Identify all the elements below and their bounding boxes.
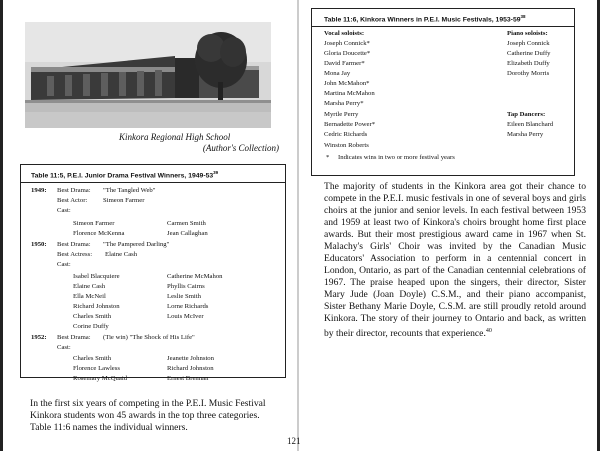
label-best-drama-1949: Best Drama: [57, 187, 91, 194]
label-cast-1952: Cast: [57, 344, 71, 351]
cast-member: Carmen Smith [167, 220, 206, 227]
value-best-drama-1949: "The Tangled Web" [103, 187, 156, 194]
value-best-drama-1952: (Tie win) "The Shock of His Life" [103, 334, 195, 341]
tap-dancer: Eileen Blanchard [507, 121, 554, 128]
vocal-soloist: Cedric Richards [324, 131, 368, 138]
vocal-soloist: Mona Jay [324, 70, 351, 77]
table-11-6-note: 38 [520, 14, 526, 19]
vocal-soloist: Gloria Doucette* [324, 50, 371, 57]
cast-member: Charles Smith [73, 355, 112, 362]
tap-dancer: Marsha Perry [507, 131, 544, 138]
cast-member: Corine Duffy [73, 323, 109, 330]
cast-member: Richard Johnston [73, 303, 120, 310]
year-1952: 1952: [31, 334, 47, 341]
value-best-actor-1949: Simeon Farmer [103, 197, 145, 204]
table-11-5-title: Table 11:5, P.E.I. Junior Drama Festival Winners, $1949-53^{39}$ [31, 170, 219, 180]
label-best-drama-1950: Best Drama: [57, 241, 91, 248]
piano-soloists-header: Piano soloists: [507, 30, 548, 37]
caption-credit: (Author's Collection) [202, 143, 279, 153]
cast-member: Lorne Richards [167, 303, 209, 310]
cast-member: Jean Callaghan [167, 230, 208, 237]
vocal-soloist: John McMahon* [324, 80, 370, 87]
table-11-6 [311, 8, 575, 176]
left-body-paragraph: In the first six years of competing in the P.E.I. Music Festival Kinkora students won 45 awards in the top three categories. Table 11:6 names the individual winners. [30, 398, 266, 433]
cast-member: Simeon Farmer [73, 220, 115, 227]
cast-member: Florence McKenna [73, 230, 125, 237]
book-gutter [297, 0, 299, 451]
piano-soloist: Joseph Connick [507, 40, 550, 47]
piano-soloist: Catherine Duffy [507, 50, 551, 57]
table-11-5 [20, 164, 286, 382]
caption-title: Kinkora Regional High School [119, 132, 231, 142]
vocal-soloist: Winston Roberts [324, 142, 369, 149]
piano-soloist: Dorothy Morris [507, 70, 550, 77]
value-best-drama-1950: "The Pampered Darling" [103, 241, 170, 248]
table-11-6-title: Table 11:6, Kinkora Winners in P.E.I. Music Festivals, $1953-59^{38}$ [324, 14, 526, 24]
vocal-soloist: David Farmer* [324, 60, 365, 67]
year-1949: 1949: [31, 187, 47, 194]
cast-member: Catherine McMahon [167, 273, 223, 280]
cast-member: Ernest Brennan [167, 375, 209, 382]
label-best-drama-1952: Best Drama: [57, 334, 91, 341]
photo-caption [25, 132, 281, 154]
cast-member: Elaine Cash [73, 283, 106, 290]
cast-member: Leslie Smith [167, 293, 201, 300]
vocal-soloist: Joseph Connick* [324, 40, 370, 47]
label-best-actor-1949: Best Actor: [57, 197, 88, 204]
cast-member: Rosemary McQuaid [73, 375, 128, 382]
piano-soloist: Elizabeth Duffy [507, 60, 550, 67]
cast-member: Jeanette Johnston [167, 355, 214, 362]
cast-member: Richard Johnston [167, 365, 214, 372]
table-11-5-note: 39 [213, 170, 219, 175]
page-left-edge [0, 0, 3, 451]
value-best-actress-1950: Elaine Cash [105, 251, 138, 258]
right-body-text: The majority of students in the Kinkora area got their chance to compete in the P.E.I. music festivals in one of several boys and girls choirs at the junior and senior levels. In each festival between 1953 and 1959 at least two of Kinkora's choirs brought home first place awards. But their most prestigious award came in 1967 when St. Malachy's Girls' Choir was invited by the Canadian Music Educators' Association to perform in a centennial concert in London, Ontario, as part of the Canadian centennial celebrations of 1967. The praise heaped upon the singers, their director, Sister Mary Jude (Joan Doyle) C.S.M., and their piano accompanist, Sister Bethany Marie Doyle, C.S.M. are still proudly retold around Kinkora. The story of their journey to Ontario and back, as written by their director, recounts that experience. [324, 181, 586, 340]
footnote-asterisk: * [326, 154, 330, 161]
school-building-illustration [25, 22, 271, 128]
vocal-soloist: Myrtle Perry [324, 111, 359, 118]
vocal-soloists-header: Vocal soloists: [324, 30, 365, 37]
cast-member: Phyllis Cairns [167, 283, 205, 290]
label-best-actress-1950: Best Actress: [57, 251, 93, 258]
table-11-5-rule [21, 182, 285, 183]
tap-dancers-header: Tap Dancers: [507, 111, 546, 118]
cast-member: Louis McIver [167, 313, 204, 320]
table-11-6-rule [312, 26, 574, 27]
vocal-soloist: Bernadette Power* [324, 121, 376, 128]
page-number: 121 [287, 436, 301, 446]
right-body-paragraph [324, 181, 586, 340]
label-cast-1949: Cast: [57, 207, 71, 214]
cast-member: Ella McNeil [73, 293, 106, 300]
vocal-soloist: Martina McMahon [324, 90, 375, 97]
right-body-note: 40 [485, 328, 492, 334]
cast-member: Isabel Blacquiere [73, 273, 120, 280]
cast-member: Florence Lawless [73, 365, 120, 372]
year-1950: 1950: [31, 241, 47, 248]
school-photo [25, 22, 271, 128]
label-cast-1950: Cast: [57, 261, 71, 268]
vocal-soloist: Marsha Perry* [324, 100, 364, 107]
cast-member: Charles Smith [73, 313, 112, 320]
footnote-text: Indicates wins in two or more festival years [338, 154, 455, 161]
